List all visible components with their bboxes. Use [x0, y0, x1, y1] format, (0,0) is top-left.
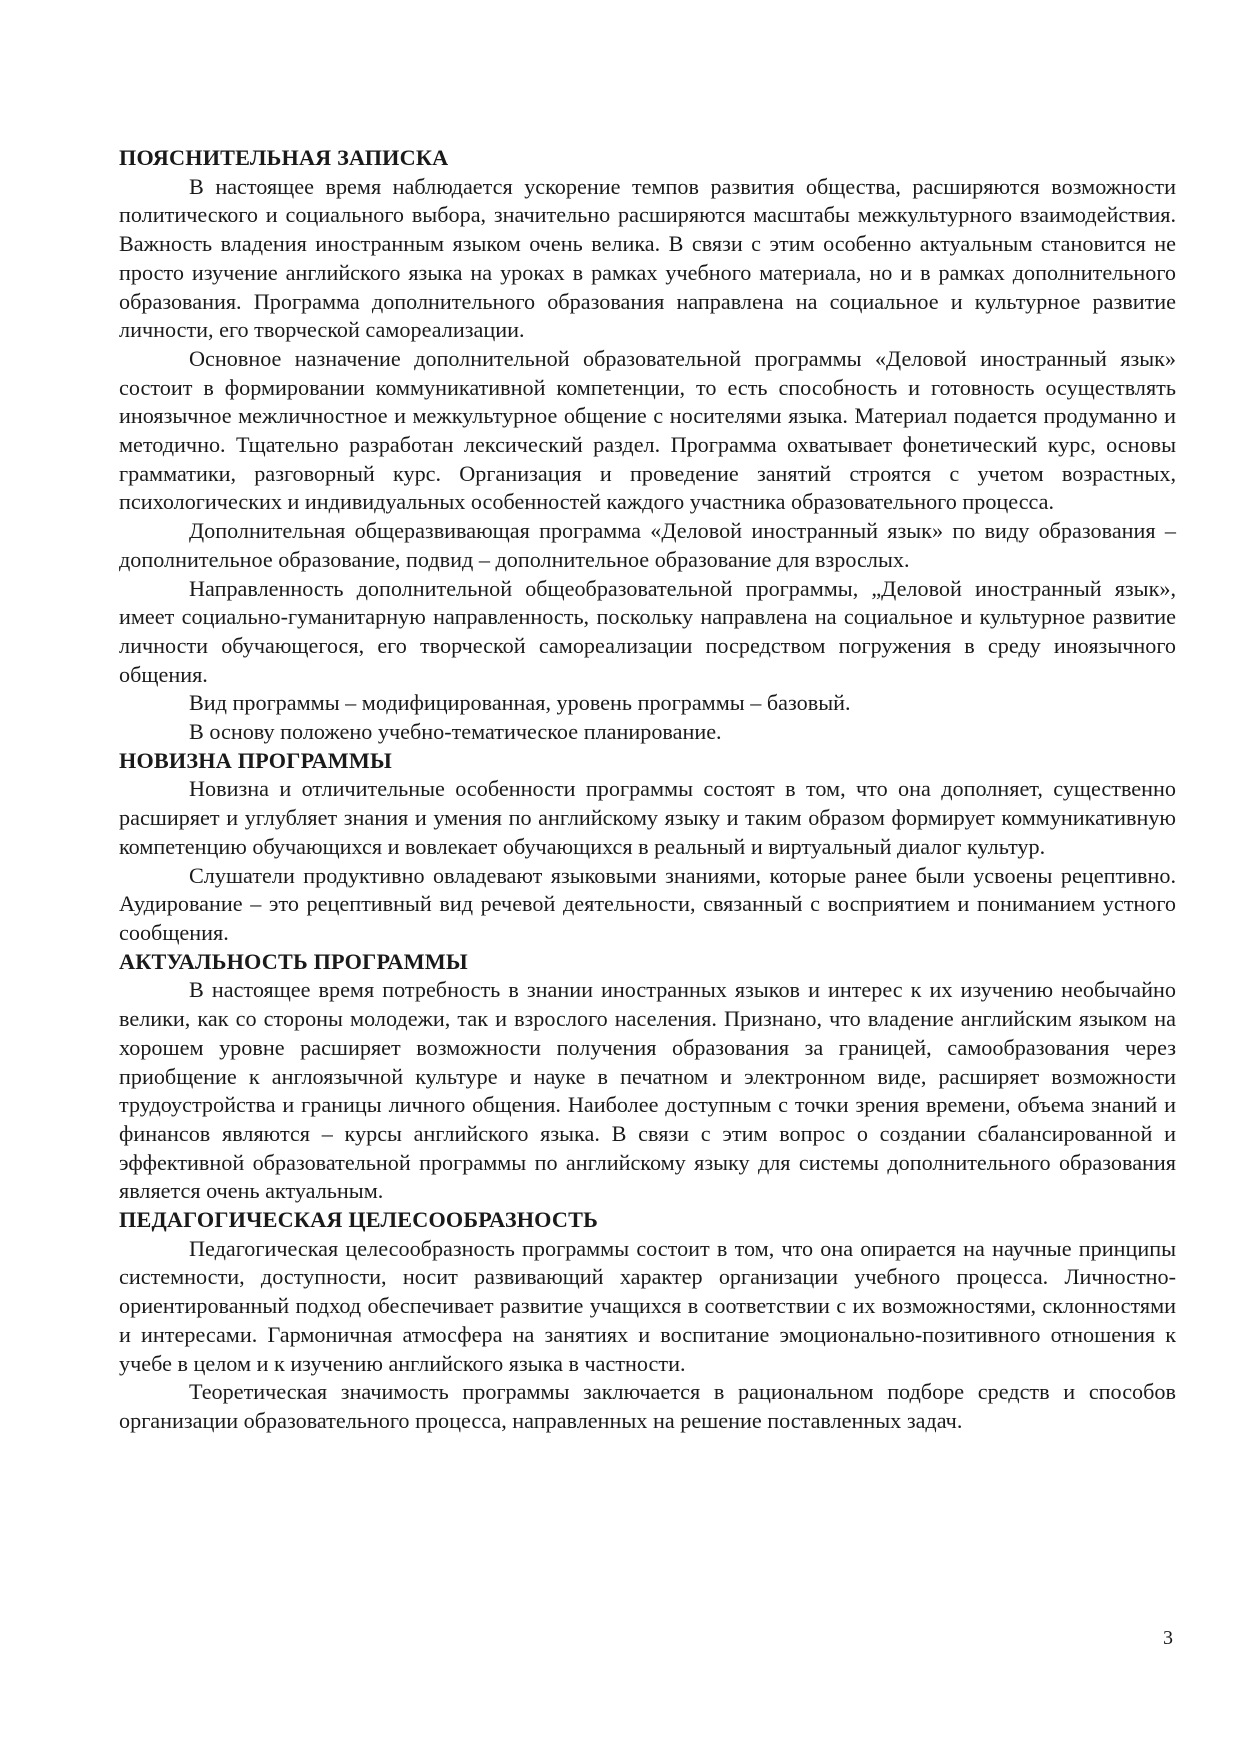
section-novelty: [119, 747, 1176, 948]
paragraph: Направленность дополнительной общеобразовательной программы, „Деловой иностранный язык», имеет социально-гуманитарную направленность, поскольку направлена на социальное и культурное развитие личности обучающегося, его творческой самореализации посредством погружения в среду иноязычного общения.: [119, 575, 1176, 687]
document-body: [119, 144, 1176, 1436]
paragraph: Новизна и отличительные особенности программы состоят в том, что она дополняет, существенно расширяет и углубляет знания и умения по английскому языку и таким образом формирует коммуникативную компетенцию обучающихся и вовлекает обучающихся в реальный и виртуальный диалог культур.: [119, 776, 1176, 859]
paragraph: В настоящее время потребность в знании иностранных языков и интерес к их изучению необычайно велики, как со стороны молодежи, так и взрослого населения. Признано, что владение английским языком на хорошем уровне расширяет возможности получения образования за границей, самообразования через приобщение к англоязычной культуре и науке в печатном и электронном виде, расширяет возможности трудоустройства и границы личного общения. Наиболее доступным с точки зрения времени, объема знаний и финансов являются – курсы английского языка. В связи с этим вопрос о создании сбалансированной и эффективной образовательной программы по английскому языку для системы дополнительного образования является очень актуальным.: [119, 977, 1176, 1204]
section-heading: НОВИЗНА ПРОГРАММЫ: [119, 747, 392, 773]
paragraph: Основное назначение дополнительной образовательной программы «Деловой иностранный язык» состоит в формировании коммуникативной компетенции, то есть способность и готовность осуществлять иноязычное межличностное и межкультурное общение с носителями языка. Материал подается продуманно и методично. Тщательно разработан лексический раздел. Программа охватывает фонетический курс, основы грамматики, разговорный курс. Организация и проведение занятий строятся с учетом возрастных, психологических и индивидуальных особенностей каждого участника образовательного процесса.: [119, 345, 1176, 515]
paragraph: Слушатели продуктивно овладевают языковыми знаниями, которые ранее были усвоены рецептивно. Аудирование – это рецептивный вид речевой деятельности, связанный с восприятием и пониманием устного сообщения.: [119, 862, 1176, 945]
section-heading: АКТУАЛЬНОСТЬ ПРОГРАММЫ: [119, 948, 468, 974]
section-relevance: [119, 948, 1176, 1206]
section-explanatory-note: [119, 144, 1176, 747]
section-pedagogical-expediency: [119, 1206, 1176, 1436]
paragraph: В основу положено учебно-тематическое планирование.: [189, 719, 722, 745]
paragraph: Дополнительная общеразвивающая программа «Деловой иностранный язык» по виду образования – дополнительное образование, подвид – дополнительное образование для взрослых.: [119, 518, 1176, 572]
section-heading: ПОЯСНИТЕЛЬНАЯ ЗАПИСКА: [119, 145, 449, 170]
paragraph: В настоящее время наблюдается ускорение темпов развития общества, расширяются возможности политического и социального выбора, значительно расширяются масштабы межкультурного взаимодействия. Важность владения иностранным языком очень велика. В связи с этим особенно актуальным становится не просто изучение английского языка на уроках в рамках учебного материала, но и в рамках дополнительного образования. Программа дополнительного образования направлена на социальное и культурное развитие личности, его творческой самореализации.: [119, 173, 1176, 343]
page-number: 3: [1163, 1627, 1173, 1649]
paragraph: Педагогическая целесообразность программы состоит в том, что она опирается на научные принципы системности, доступности, носит развивающий характер организации учебного процесса. Личностно-ориентированный подход обеспечивает развитие учащихся в соответствии с их возможностями, склонностями и интересами. Гармоничная атмосфера на занятиях и воспитание эмоционально-позитивного отношения к учебе в целом и к изучению английского языка в частности.: [119, 1235, 1176, 1376]
section-heading: ПЕДАГОГИЧЕСКАЯ ЦЕЛЕСООБРАЗНОСТЬ: [119, 1207, 599, 1233]
paragraph: Теоретическая значимость программы заключается в рациональном подборе средств и способов организации образовательного процесса, направленных на решение поставленных задач.: [119, 1379, 1176, 1433]
paragraph: Вид программы – модифицированная, уровень программы – базовый.: [189, 690, 851, 716]
